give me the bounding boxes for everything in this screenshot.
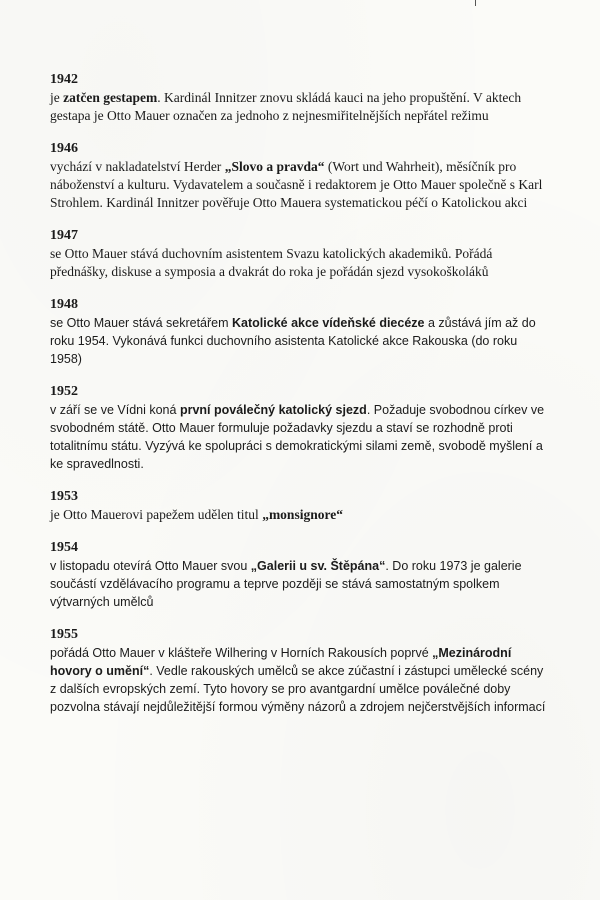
entry-year: 1946 [50,141,78,156]
entry-text-run: je Otto Mauerovi papežem udělen titul [50,507,263,522]
entry-text [50,245,550,281]
entry-text [50,314,550,368]
entry-text-run: a zůstává jím až do roku 1954. Vykonává funkci duchovního asistenta Katolické akce Rakouska (do roku 1958) [50,316,536,366]
entry-highlight: „Galerii u sv. Štěpána“ [250,559,386,573]
entry-text-run: je [50,90,64,105]
entry-year: 1953 [50,489,78,504]
chronology-entry [50,383,550,473]
chronology-list [50,71,550,731]
entry-year: 1948 [50,297,78,312]
entry-year: 1954 [50,540,78,555]
entry-text-run: v září se ve Vídni koná [50,403,180,417]
entry-highlight: Katolické akce vídeňské diecéze [232,316,425,330]
entry-text [50,158,550,212]
entry-year: 1947 [50,228,78,243]
chronology-entry [50,227,550,281]
entry-text-run: (Wort und Wahrheit), měsíčník pro náboženství a kulturu. Vydavatelem a současně i redaktorem je Otto Mauer společně s Karl Strohlem. Kardinál Innitzer pověřuje Otto Mauera systematickou péčí o Katolickou akci [50,159,543,210]
entry-year: 1942 [50,72,78,87]
entry-text [50,557,550,611]
entry-text-run: pořádá Otto Mauer v klášteře Wilhering v Horních Rakousích poprvé [50,646,433,660]
entry-text [50,89,550,125]
entry-highlight: „monsignore“ [262,507,343,522]
entry-highlight: „Mezinárodní hovory o umění“ [50,646,512,678]
page-edge-mark [475,0,476,6]
entry-text [50,506,550,524]
entry-text-run: . Vedle rakouských umělců se akce zúčastní i zástupci umělecké scény z dalších evropských zemí. Tyto hovory se pro avantgardní umělce poválečné doby pozvolna stávají nejdůležitější formou výměny názorů a zdrojem nejčerstvějších informací [50,664,546,714]
entry-text-run: vychází v nakladatelství Herder [50,159,225,174]
entry-highlight: zatčen gestapem [63,90,158,105]
chronology-entry [50,539,550,611]
entry-text-run: se Otto Mauer stává sekretářem [50,316,233,330]
chronology-entry [50,140,550,212]
entry-text [50,644,550,716]
chronology-entry [50,488,550,524]
entry-year: 1952 [50,384,78,399]
entry-year: 1955 [50,627,78,642]
entry-text [50,401,550,473]
entry-text-run: . Kardinál Innitzer znovu skládá kauci na jeho propuštění. V aktech gestapa je Otto Mauer označen za jednoho z nejnesmiřitelnějších nepřátel režimu [50,90,522,123]
entry-highlight: první poválečný katolický sjezd [179,403,367,417]
chronology-entry [50,626,550,716]
entry-text-run: . Požaduje svobodnou církev ve svobodném státě. Otto Mauer formuluje požadavky sjezdu a staví se rozhodně proti totalitnímu státu. Vyzývá ke spolupráci s demokratickými silami země, svobodě myšlení a ke spravedlnosti. [50,403,545,471]
chronology-entry [50,71,550,125]
entry-text-run: . Do roku 1973 je galerie součástí vzdělávacího programu a teprve později se stává samostatným spolkem výtvarných umělců [50,559,522,609]
entry-highlight: „Slovo a pravda“ [224,159,325,174]
chronology-entry [50,296,550,368]
entry-text-run: v listopadu otevírá Otto Mauer svou [50,559,251,573]
entry-text-run: se Otto Mauer stává duchovním asistentem Svazu katolických akademiků. Pořádá přednášky, diskuse a symposia a dvakrát do roka je pořádán sjezd vysokoškoláků [50,246,493,279]
